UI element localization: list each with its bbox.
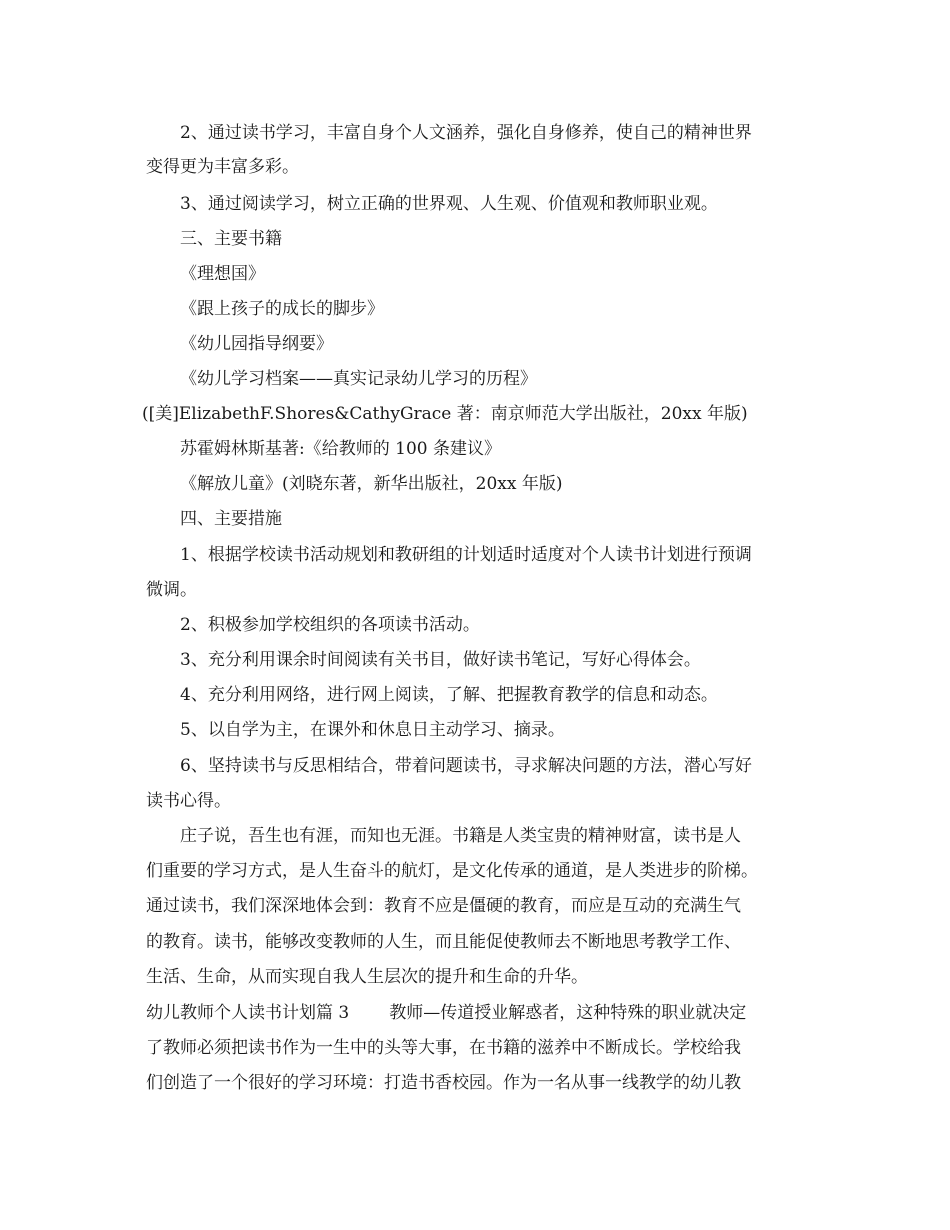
book-title: 《幼儿学习档案——真实记录幼儿学习的历程》 — [180, 369, 537, 389]
text-line: 们重要的学习方式，是人生奋斗的航灯，是文化传承的通道，是人类进步的阶梯。 — [146, 861, 758, 881]
text-line: 3、充分利用课余时间阅读有关书目，做好读书笔记，写好心得体会。 — [180, 650, 701, 670]
text-line: 微调。 — [146, 580, 197, 600]
text-line: 3、通过阅读学习，树立正确的世界观、人生观、价值观和教师职业观。 — [180, 194, 718, 214]
book-title: 《幼儿园指导纲要》 — [180, 334, 333, 354]
text-line: 6、坚持读书与反思相结合，带着问题读书，寻求解决问题的方法，潜心写好 — [180, 756, 752, 776]
text-line: 了教师必须把读书作为一生中的头等大事，在书籍的滋养中不断成长。学校给我 — [146, 1038, 741, 1058]
book-citation: ([美]ElizabethF.Shores&CathyGrace 著：南京师范大学出版社，20xx 年版) — [142, 404, 748, 424]
book-title: 《解放儿童》(刘晓东著，新华出版社，20xx 年版) — [180, 474, 563, 494]
text-line: 生活、生命，从而实现自我人生层次的提升和生命的升华。 — [146, 967, 588, 987]
article-title: 幼儿教师个人读书计划篇 3 — [146, 1003, 350, 1023]
book-title: 《理想国》 — [180, 264, 265, 284]
text-line: 2、积极参加学校组织的各项读书活动。 — [180, 615, 480, 635]
text-line: 2、通过读书学习，丰富自身个人文涵养，强化自身修养，使自己的精神世界 — [180, 123, 752, 143]
text-line: 庄子说，吾生也有涯，而知也无涯。书籍是人类宝贵的精神财富，读书是人 — [180, 826, 741, 846]
text-line: 1、根据学校读书活动规划和教研组的计划适时适度对个人读书计划进行预调 — [180, 545, 752, 565]
book-title: 苏霍姆林斯基著:《给教师的 100 条建议》 — [180, 439, 501, 459]
text-line: 通过读书，我们深深地体会到：教育不应是僵硬的教育，而应是互动的充满生气 — [146, 896, 741, 916]
section-heading: 三、主要书籍 — [180, 229, 282, 249]
text-line: 的教育。读书，能够改变教师的人生，而且能促使教师去不断地思考教学工作、 — [146, 932, 741, 952]
text-line: 们创造了一个很好的学习环境：打造书香校园。作为一名从事一线教学的幼儿教 — [146, 1073, 741, 1093]
text-line — [146, 1001, 746, 1025]
book-title: 《跟上孩子的成长的脚步》 — [180, 299, 384, 319]
text-line-continuation: 教师—传道授业解惑者，这种特殊的职业就决定 — [389, 1003, 747, 1023]
text-line: 5、以自学为主，在课外和休息日主动学习、摘录。 — [180, 720, 565, 740]
text-line: 4、充分利用网络，进行网上阅读，了解、把握教育教学的信息和动态。 — [180, 685, 718, 705]
text-line: 读书心得。 — [146, 791, 231, 811]
section-heading: 四、主要措施 — [180, 509, 282, 529]
text-line: 变得更为丰富多彩。 — [146, 157, 299, 177]
